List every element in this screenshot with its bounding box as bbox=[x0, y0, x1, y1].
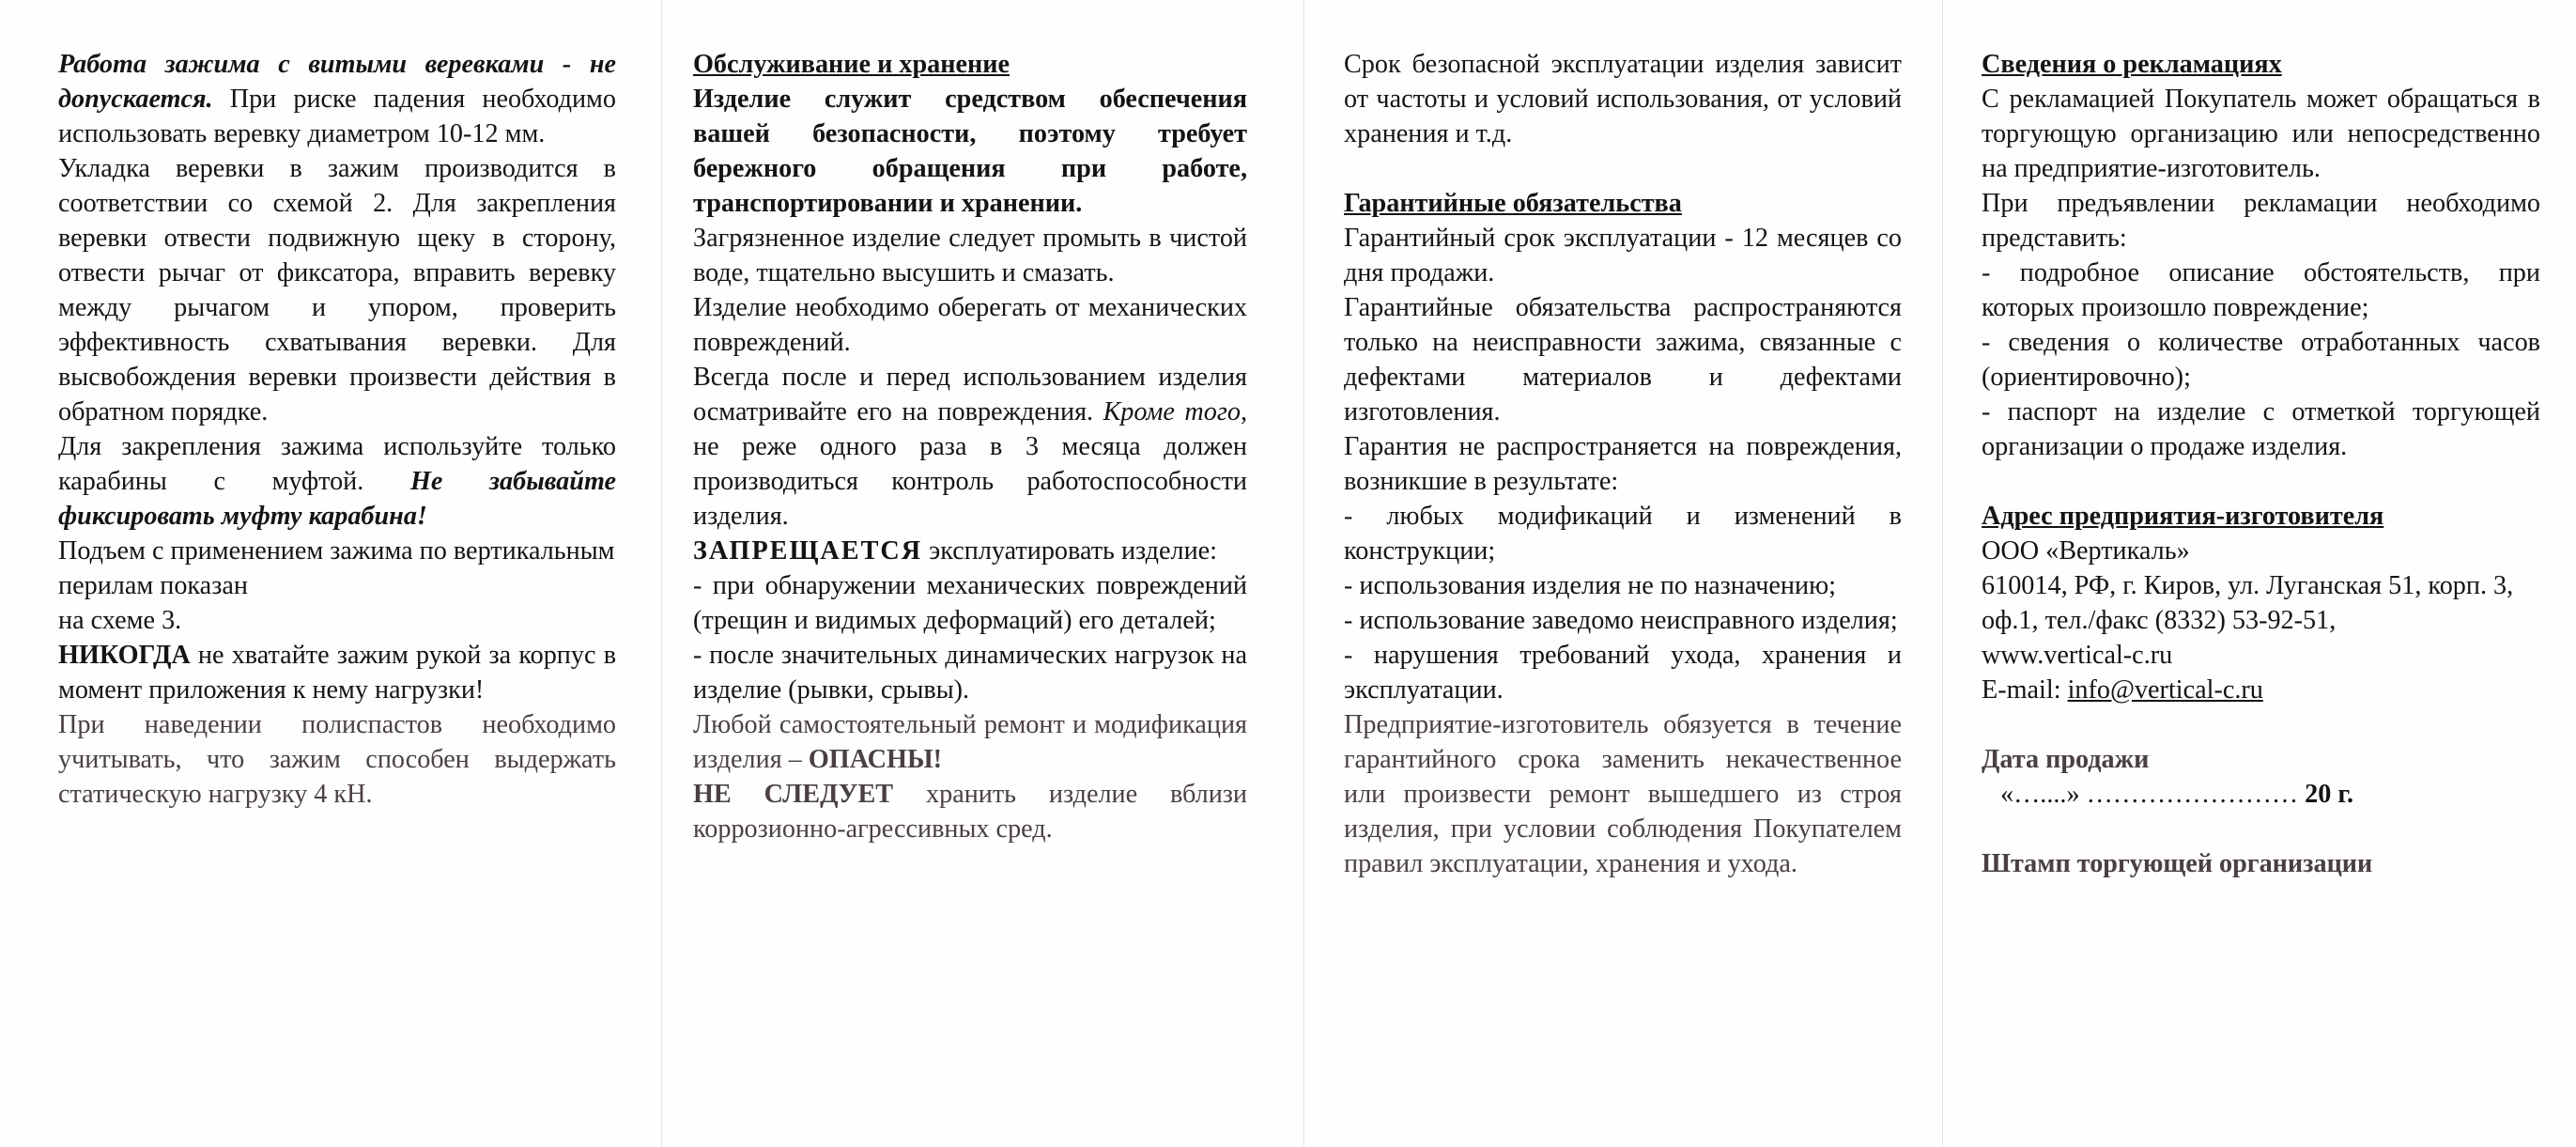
warranty-scope-paragraph: Гарантийные обязательства распространяются только на неисправности зажима, связанные с дефектами материалов и дефектами изготовления. bbox=[1344, 293, 1902, 426]
company-address: 610014, РФ, г. Киров, ул. Луганская 51, корп. 3, оф.1, тел./факс (8332) 53-92-51, bbox=[1982, 571, 2514, 635]
website-link[interactable]: www.vertical-c.ru bbox=[1982, 641, 2173, 670]
claims-item-1: - подробное описание обстоятельств, при которых произошло повреждение; bbox=[1982, 258, 2540, 322]
panel-warranty bbox=[1344, 47, 1902, 881]
prohibited-text: эксплуатировать изделие: bbox=[922, 536, 1217, 566]
warranty-exclusions-paragraph: Гарантия не распространяется на повреждения, возникшие в результате: bbox=[1344, 432, 1902, 496]
stamp-label: Штамп торгующей организации bbox=[1982, 849, 2373, 878]
maintenance-heading: Обслуживание и хранение bbox=[693, 50, 1010, 79]
exclusion-item-4: - нарушения требований ухода, хранения и эксплуатации. bbox=[1344, 641, 1902, 705]
prohibited-paragraph bbox=[693, 534, 1247, 568]
panel-usage bbox=[58, 47, 616, 812]
claims-item-3: - паспорт на изделие с отметкой торгующей организации о продаже изделия. bbox=[1982, 397, 2540, 461]
fold-line-2 bbox=[1303, 0, 1304, 1147]
warranty-period-paragraph: Гарантийный срок эксплуатации - 12 месяцев со дня продажи. bbox=[1344, 224, 1902, 287]
exclusion-item-3: - использование заведомо неисправного изделия; bbox=[1344, 606, 1898, 635]
never-label: НИКОГДА bbox=[58, 641, 191, 670]
sale-date-field bbox=[1982, 777, 2540, 812]
claims-paragraph: С рекламацией Покупатель может обращаться в торгующую организацию или непосредственно на предприятие-изготовитель. bbox=[1982, 85, 2540, 183]
repair-text: Любой самостоятельный ремонт и модификация изделия – bbox=[693, 710, 1247, 774]
storage-paragraph bbox=[693, 777, 1247, 846]
rope-laying-paragraph: Укладка веревки в зажим производится в соответствии со схемой 2. Для закрепления веревки отвести подвижную щеку в сторону, отвести рычаг от фиксатора, вправить веревку между рычагом и упором, проверить эффективность схватывания веревки. Для высвобождения веревки произвести действия в обратном порядке. bbox=[58, 154, 616, 426]
claims-heading: Сведения о рекламациях bbox=[1982, 50, 2282, 79]
inspection-paragraph bbox=[693, 360, 1247, 534]
should-not-label: НЕ СЛЕДУЕТ bbox=[693, 780, 894, 809]
exclusion-item-1: - любых модификаций и изменений в конструкции; bbox=[1344, 502, 1902, 566]
panel-maintenance bbox=[693, 47, 1247, 846]
inspection-text-b: , не реже одного раза в 3 месяца должен производиться контроль работоспособности изделия. bbox=[693, 397, 1247, 531]
never-grab-text: не хватайте зажим рукой за корпус в момент приложения к нему нагрузки! bbox=[58, 641, 616, 705]
ascent-line-2: на схеме 3. bbox=[58, 606, 182, 635]
claims-requirements-paragraph: При предъявлении рекламации необходимо представить: bbox=[1982, 189, 2540, 253]
manufacturer-obligation-paragraph: Предприятие-изготовитель обязуется в течение гарантийного срока заменить некачественное или произвести ремонт вышедшего из строя изделия, при условии соблюдения Покупателем правил эксплуатации, хранения и ухода. bbox=[1344, 710, 1902, 878]
rope-warning-paragraph bbox=[58, 47, 616, 151]
storage-text: хранить изделие вблизи коррозионно-агрессивных сред. bbox=[693, 780, 1247, 844]
email-link[interactable]: info@vertical-c.ru bbox=[2067, 675, 2263, 705]
panel-claims bbox=[1982, 47, 2540, 881]
sale-year: 20 г. bbox=[2305, 780, 2354, 809]
load-paragraph: При наведении полиспастов необходимо учитывать, что зажим способен выдержать статическую нагрузку 4 кН. bbox=[58, 710, 616, 809]
fold-line-3 bbox=[1942, 0, 1943, 1147]
dangerous-label: ОПАСНЫ! bbox=[808, 745, 943, 774]
cleaning-paragraph: Загрязненное изделие следует промыть в чистой воде, тщательно высушить и смазать. bbox=[693, 224, 1247, 287]
prohibited-label: ЗАПРЕЩАЕТСЯ bbox=[693, 536, 923, 566]
company-name: ООО «Вертикаль» bbox=[1982, 536, 2190, 566]
protect-paragraph: Изделие необходимо оберегать от механических повреждений. bbox=[693, 293, 1247, 357]
rope-diameter-text: При риске падения необходимо использовать веревку диаметром 10-12 мм. bbox=[58, 85, 616, 148]
ascent-line-1: Подъем с применением зажима по вертикальным перилам показан bbox=[58, 536, 615, 600]
sale-date-blank: «…....» …………………… bbox=[2000, 780, 2306, 809]
exclusion-item-2: - использования изделия не по назначению; bbox=[1344, 571, 1836, 600]
never-grab-paragraph bbox=[58, 638, 616, 707]
fold-line-1 bbox=[661, 0, 662, 1147]
carabiner-text: Для закрепления зажима используйте только карабины с муфтой. bbox=[58, 432, 616, 496]
carabiner-warning: Не забывайте фиксировать муфту карабина! bbox=[58, 467, 617, 531]
safety-statement: Изделие служит средством обеспечения вашей безопасности, поэтому требует бережного обращения при работе, транспортировании и хранении. bbox=[693, 85, 1247, 218]
twisted-rope-warning: Работа зажима с витыми веревками - не допускается. bbox=[58, 50, 616, 114]
warranty-heading: Гарантийные обязательства bbox=[1344, 189, 1682, 218]
sale-date-label: Дата продажи bbox=[1982, 745, 2150, 774]
carabiner-paragraph bbox=[58, 429, 616, 534]
email-label: E-mail: bbox=[1982, 675, 2068, 705]
claims-item-2: - сведения о количестве отработанных часов (ориентировочно); bbox=[1982, 328, 2540, 392]
address-heading: Адрес предприятия-изготовителя bbox=[1982, 502, 2384, 531]
repair-paragraph bbox=[693, 707, 1247, 777]
prohibited-item-1: - при обнаружении механических повреждений (трещин и видимых деформаций) его деталей; bbox=[693, 571, 1247, 635]
prohibited-item-2: - после значительных динамических нагрузок на изделие (рывки, срывы). bbox=[693, 641, 1247, 705]
email-line bbox=[1982, 673, 2540, 707]
inspection-italic: Кроме того bbox=[1103, 397, 1241, 426]
service-life-paragraph: Срок безопасной эксплуатации изделия зависит от частоты и условий использования, от условий хранения и т.д. bbox=[1344, 50, 1902, 148]
inspection-text-a: Всегда после и перед использованием изделия осматривайте его на повреждения. bbox=[693, 363, 1247, 426]
